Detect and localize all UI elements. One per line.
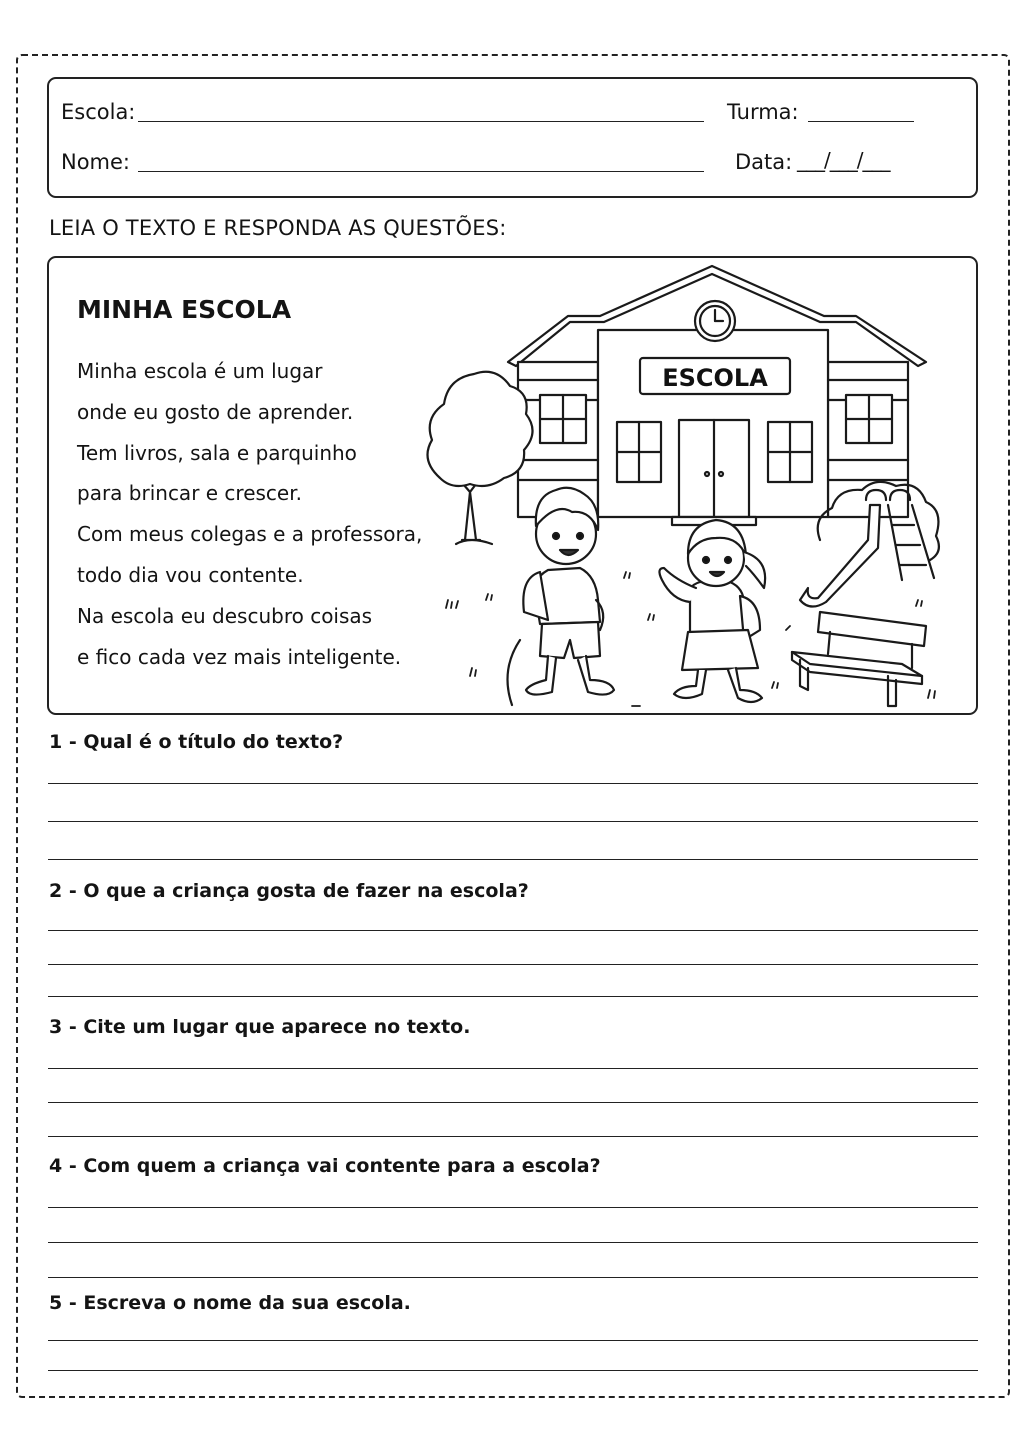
text-line: Com meus colegas e a professora, [77, 522, 423, 547]
answer-line[interactable] [48, 783, 978, 784]
date-label: Data: [735, 150, 793, 174]
text-line: onde eu gosto de aprender. [77, 399, 354, 424]
class-field[interactable] [808, 121, 914, 122]
school-sign: ESCOLA [662, 364, 768, 392]
answer-line[interactable] [48, 1068, 978, 1069]
answer-line[interactable] [48, 1207, 978, 1208]
question-label: 4 - Com quem a criança vai contente para a escola? [49, 1155, 601, 1177]
answer-line[interactable] [48, 1370, 978, 1371]
question-label: 2 - O que a criança gosta de fazer na escola? [49, 880, 529, 902]
school-label: Escola: [61, 100, 136, 124]
text-line: Minha escola é um lugar [77, 359, 323, 383]
text-line: Na escola eu descubro coisas [77, 603, 373, 628]
bench-icon [792, 612, 926, 706]
text-body [77, 356, 422, 682]
girl-illustration [659, 520, 765, 702]
name-field[interactable] [138, 171, 704, 172]
question-label: 3 - Cite um lugar que aparece no texto. [49, 1016, 471, 1038]
answer-line[interactable] [48, 1340, 978, 1341]
answer-line[interactable] [48, 996, 978, 997]
text-line: e fico cada vez mais inteligente. [77, 644, 402, 669]
text-title: MINHA ESCOLA [77, 295, 292, 324]
tree-icon [428, 372, 533, 544]
answer-line[interactable] [48, 821, 978, 822]
text-line: Tem livros, sala e parquinho [77, 440, 357, 465]
name-label: Nome: [61, 150, 131, 174]
text-line: todo dia vou contente. [77, 562, 304, 587]
school-field[interactable] [138, 121, 704, 122]
question-label: 1 - Qual é o título do texto? [49, 731, 344, 753]
school-illustration [420, 260, 976, 712]
question-label: 5 - Escreva o nome da sua escola. [49, 1292, 411, 1314]
answer-line[interactable] [48, 964, 978, 965]
answer-line[interactable] [48, 1242, 978, 1243]
boy-illustration [523, 488, 614, 695]
path-line [508, 640, 521, 705]
answer-line[interactable] [48, 1277, 978, 1278]
class-label: Turma: [727, 100, 799, 124]
answer-line[interactable] [48, 859, 978, 860]
text-line: para brincar e crescer. [77, 481, 302, 506]
answer-line[interactable] [48, 1136, 978, 1137]
header-box [47, 77, 978, 198]
answer-line[interactable] [48, 1102, 978, 1103]
answer-line[interactable] [48, 930, 978, 931]
date-field[interactable]: ___/___/___ [797, 148, 890, 172]
clock-icon [695, 301, 735, 341]
instruction: LEIA O TEXTO E RESPONDA AS QUESTÕES: [49, 216, 507, 240]
